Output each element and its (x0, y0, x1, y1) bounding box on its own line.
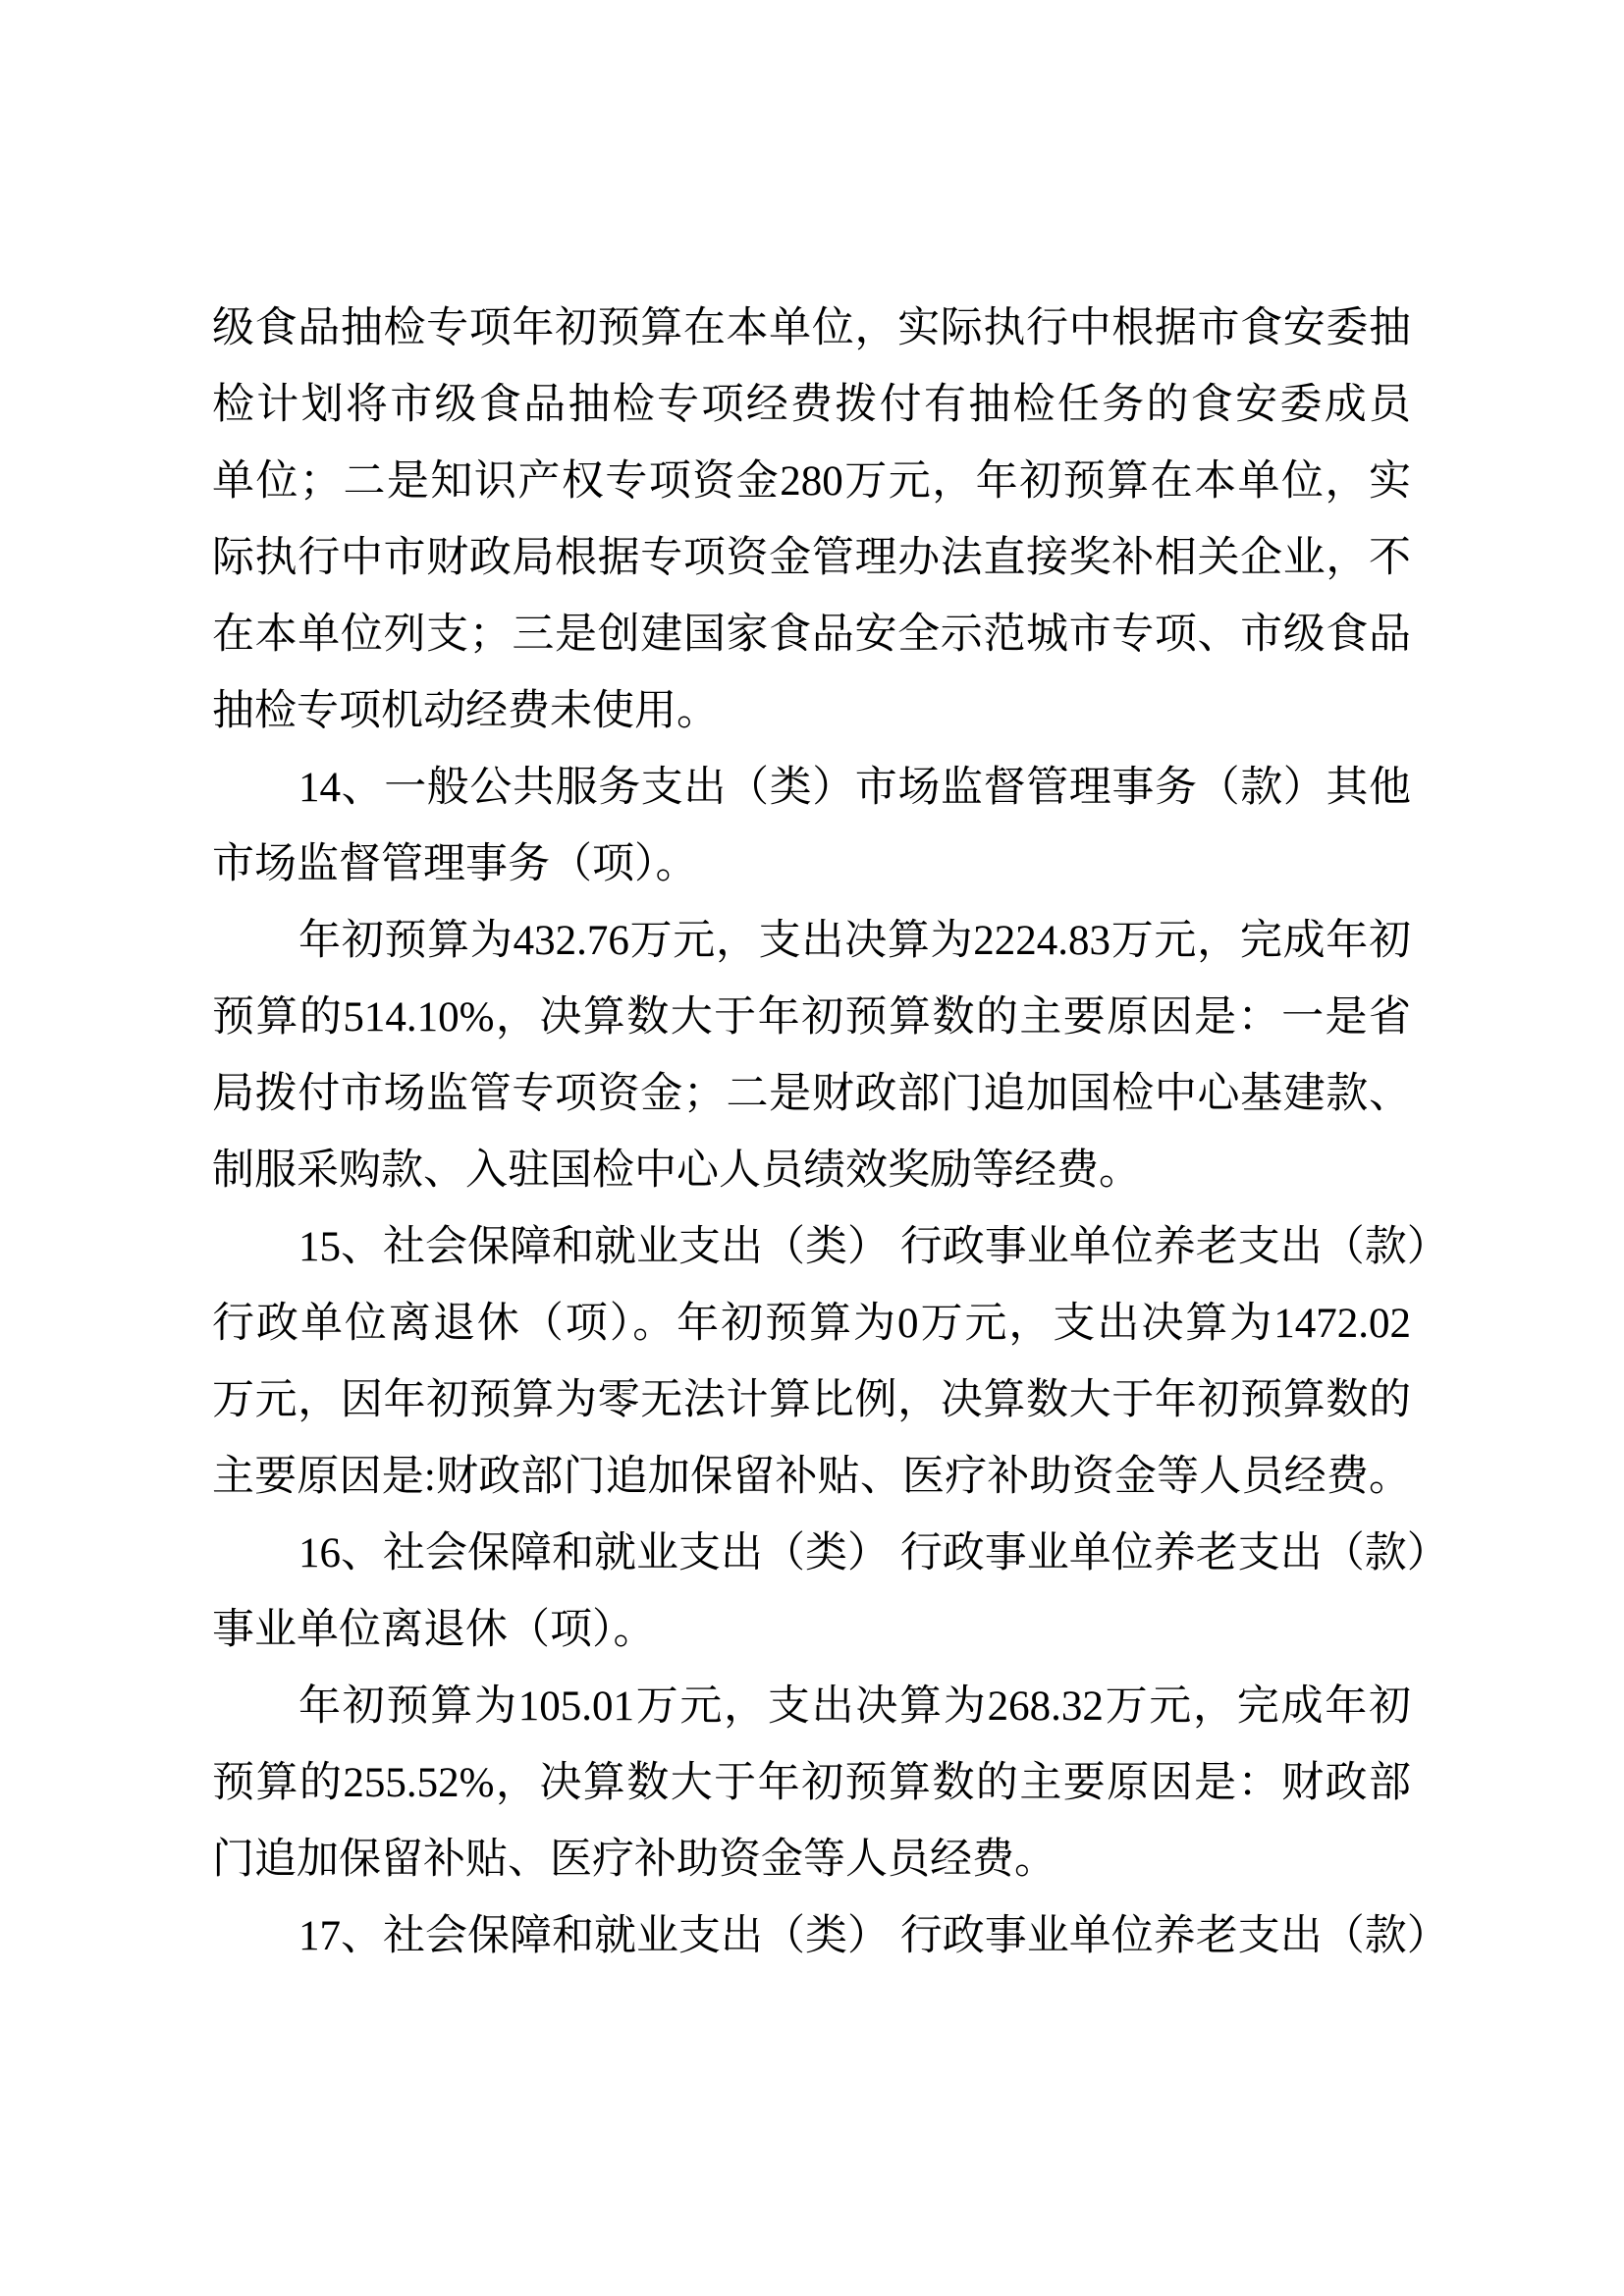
text-line: 行政单位离退休（项）。年初预算为0万元，支出决算为1472.02 (212, 1301, 1411, 1347)
text-line: 检计划将市级食品抽检专项经费拨付有抽检任务的食安委成员 (212, 382, 1411, 428)
text-line: 市场监督管理事务（项）。 (212, 841, 698, 887)
text-line: 15、社会保障和就业支出（类） 行政事业单位养老支出（款） (298, 1224, 1449, 1270)
text-line: 单位；二是知识产权专项资金280万元，年初预算在本单位，实 (212, 458, 1411, 505)
text-line: 抽检专项机动经费未使用。 (212, 688, 719, 734)
text-line: 17、社会保障和就业支出（类） 行政事业单位养老支出（款） (298, 1913, 1449, 1959)
text-line: 制服采购款、入驻国检中心人员绩效奖励等经费。 (212, 1148, 1141, 1194)
text-line: 在本单位列支；三是创建国家食品安全示范城市专项、市级食品 (212, 612, 1411, 658)
text-line: 万元，因年初预算为零无法计算比例，决算数大于年初预算数的 (212, 1377, 1411, 1423)
text-line: 预算的255.52%，决算数大于年初预算数的主要原因是：财政部 (212, 1760, 1411, 1806)
document-body (212, 291, 1449, 1975)
text-line: 级食品抽检专项年初预算在本单位，实际执行中根据市食安委抽 (212, 305, 1411, 351)
text-line: 事业单位离退休（项）。 (212, 1607, 656, 1653)
text-line: 14、一般公共服务支出（类）市场监督管理事务（款）其他 (298, 765, 1411, 811)
text-line: 主要原因是:财政部门追加保留补贴、医疗补助资金等人员经费。 (212, 1454, 1411, 1500)
text-line: 局拨付市场监管专项资金；二是财政部门追加国检中心基建款、 (212, 1071, 1411, 1117)
text-line: 预算的514.10%，决算数大于年初预算数的主要原因是：一是省 (212, 994, 1411, 1041)
text-line: 16、社会保障和就业支出（类） 行政事业单位养老支出（款） (298, 1530, 1449, 1576)
text-line: 年初预算为432.76万元，支出决算为2224.83万元，完成年初 (298, 918, 1411, 964)
text-line: 门追加保留补贴、医疗补助资金等人员经费。 (212, 1837, 1056, 1883)
text-line: 际执行中市财政局根据专项资金管理办法直接奖补相关企业，不 (212, 535, 1411, 581)
text-line: 年初预算为105.01万元，支出决算为268.32万元，完成年初 (298, 1683, 1411, 1730)
